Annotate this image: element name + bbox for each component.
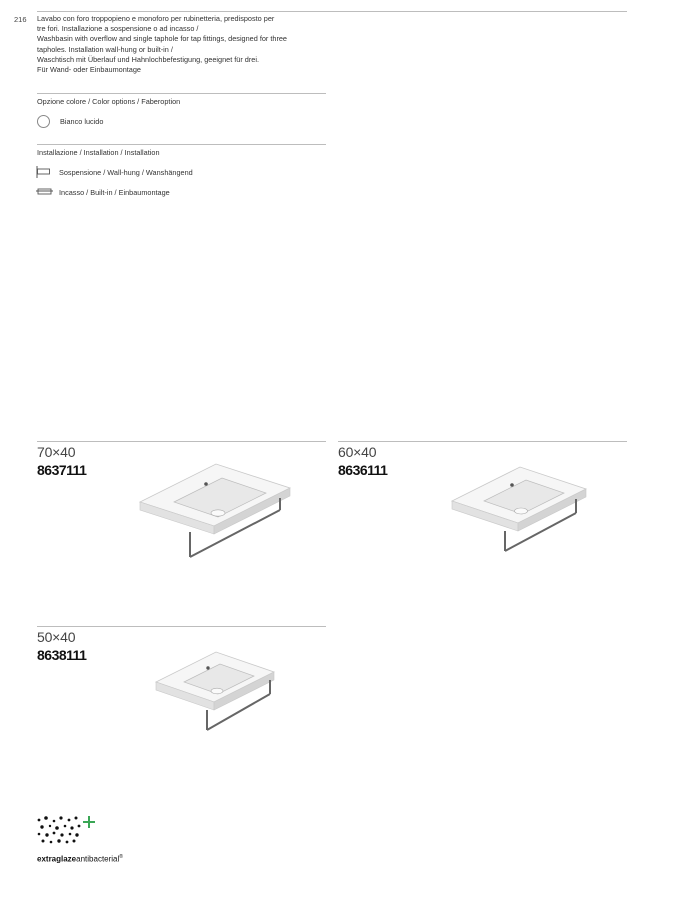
brand-regular: antibacterial	[76, 854, 120, 864]
installation-label: Incasso / Built-in / Einbaumontage	[59, 187, 170, 197]
color-swatch-white	[37, 115, 50, 128]
installation-item	[36, 166, 193, 178]
product-size: 60×40	[338, 444, 377, 460]
product-code: 8638111	[37, 647, 87, 663]
built-in-icon	[36, 187, 53, 197]
washbasin-image	[138, 462, 293, 562]
product-rule	[37, 626, 326, 627]
page-number: 216	[14, 15, 27, 24]
product-size: 50×40	[37, 629, 76, 645]
washbasin-image	[154, 650, 278, 735]
extraglaze-logo	[36, 815, 98, 847]
color-options-title: Opzione colore / Color options / Faberoption	[37, 97, 181, 106]
brand-bold: extraglaze	[37, 854, 77, 864]
product-rule	[37, 441, 326, 442]
description-line: Waschtisch mit Überlauf und Hahnlochbefestigung, geeignet für drei.	[37, 54, 260, 64]
product-size: 70×40	[37, 444, 76, 460]
description-line: tre fori. Installazione a sospensione o ad incasso /	[37, 24, 199, 34]
color-options-rule	[37, 93, 326, 94]
washbasin-image	[450, 465, 590, 557]
product-description	[37, 14, 327, 75]
description-line: Für Wand- oder Einbaumontage	[37, 65, 141, 75]
wall-hung-icon	[36, 166, 51, 178]
product-code: 8636111	[338, 462, 388, 478]
installation-rule	[37, 144, 326, 145]
color-option-item	[37, 115, 103, 128]
color-option-label: Bianco lucido	[60, 117, 104, 126]
description-line: tapholes. Installation wall-hung or built-in /	[37, 44, 173, 54]
brand-registered-mark: ®	[119, 854, 123, 860]
product-code: 8637111	[37, 462, 87, 478]
installation-item	[36, 187, 170, 197]
installation-title: Installazione / Installation / Installation	[37, 148, 160, 157]
description-line: Washbasin with overflow and single taphole for tap fittings, designed for three	[37, 34, 287, 44]
extraglaze-wordmark	[37, 854, 123, 864]
description-line: Lavabo con foro troppopieno e monoforo per rubinetteria, predisposto per	[37, 14, 275, 23]
top-rule	[37, 11, 627, 12]
installation-label: Sospensione / Wall-hung / Wanshängend	[59, 167, 193, 177]
product-rule	[338, 441, 627, 442]
